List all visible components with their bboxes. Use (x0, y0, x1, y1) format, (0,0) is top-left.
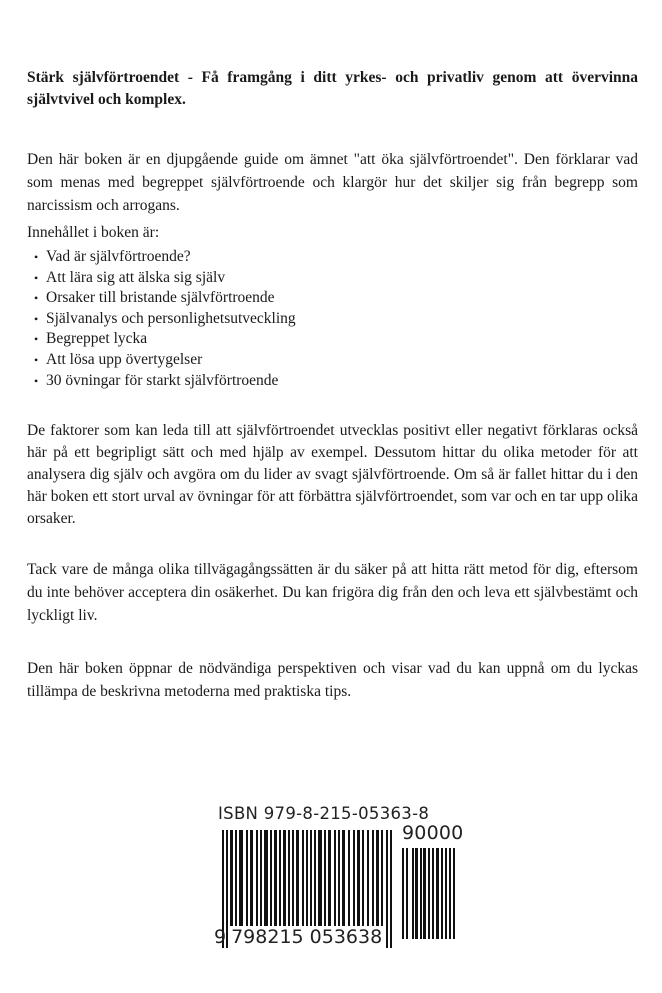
list-item: • 30 övningar för starkt självförtroende (27, 371, 296, 392)
contents-heading: Innehållet i boken är: (27, 224, 160, 241)
list-item: • Vad är självförtroende? (27, 247, 296, 268)
bullet-icon: • (34, 270, 39, 285)
list-item: • Att lära sig att älska sig själv (27, 268, 296, 289)
ean-number: 9 798215 053638 (214, 926, 383, 948)
bullet-icon: • (34, 250, 39, 264)
book-tagline: Stärk självförtroendet - Få framgång i ditt yrkes- och privatliv genom att övervinna självtvivel och komplex. (27, 69, 638, 108)
isbn-label: ISBN 979-8-215-05363-8 (218, 804, 430, 823)
approaches-paragraph: Tack vare de många olika tillvägagångssätten är du säker på att hitta rätt metod för dig, eftersom du inte behöver acceptera din osäkerhet. Du kan frigöra dig från den och leva ett självbestämt och lyckligt liv. (27, 561, 638, 624)
factors-paragraph: De faktorer som kan leda till att självförtroendet utvecklas positivt eller negativt förklaras också här på ett begripligt sätt och med hjälp av exempel. Dessutom hittar du olika metoder för att analysera dig själv och avgöra om du lider av svagt självförtroende. Om så är fallet hittar du i den här boken ett stort urval av övningar för att förbättra självförtroendet, som var och en tar upp olika orsaker. (27, 422, 638, 527)
bullet-icon: • (34, 352, 39, 367)
contents-list (27, 247, 296, 391)
bullet-icon: • (34, 373, 39, 388)
bullet-icon: • (34, 332, 39, 347)
closing-paragraph: Den här boken öppnar de nödvändiga perspektiven och visar vad du kan uppnå om du lyckas tillämpa de beskrivna metoderna med praktiska tips. (27, 660, 638, 700)
list-item: • Att lösa upp övertygelser (27, 350, 296, 371)
list-item: • Begreppet lycka (27, 329, 296, 350)
intro-paragraph: Den här boken är en djupgående guide om ämnet "att öka självförtroendet". Den förklarar vad som menas med begreppet självförtroende och klargör hur det skiljer sig från begrepp som narcissism och arrogans. (27, 151, 638, 214)
list-item: • Orsaker till bristande självförtroende (27, 288, 296, 309)
list-item: • Självanalys och personlighetsutveckling (27, 309, 296, 330)
price-addon-number: 90000 (402, 822, 464, 844)
bullet-icon: • (34, 291, 39, 306)
isbn-barcode (210, 800, 464, 960)
bullet-icon: • (34, 311, 39, 326)
